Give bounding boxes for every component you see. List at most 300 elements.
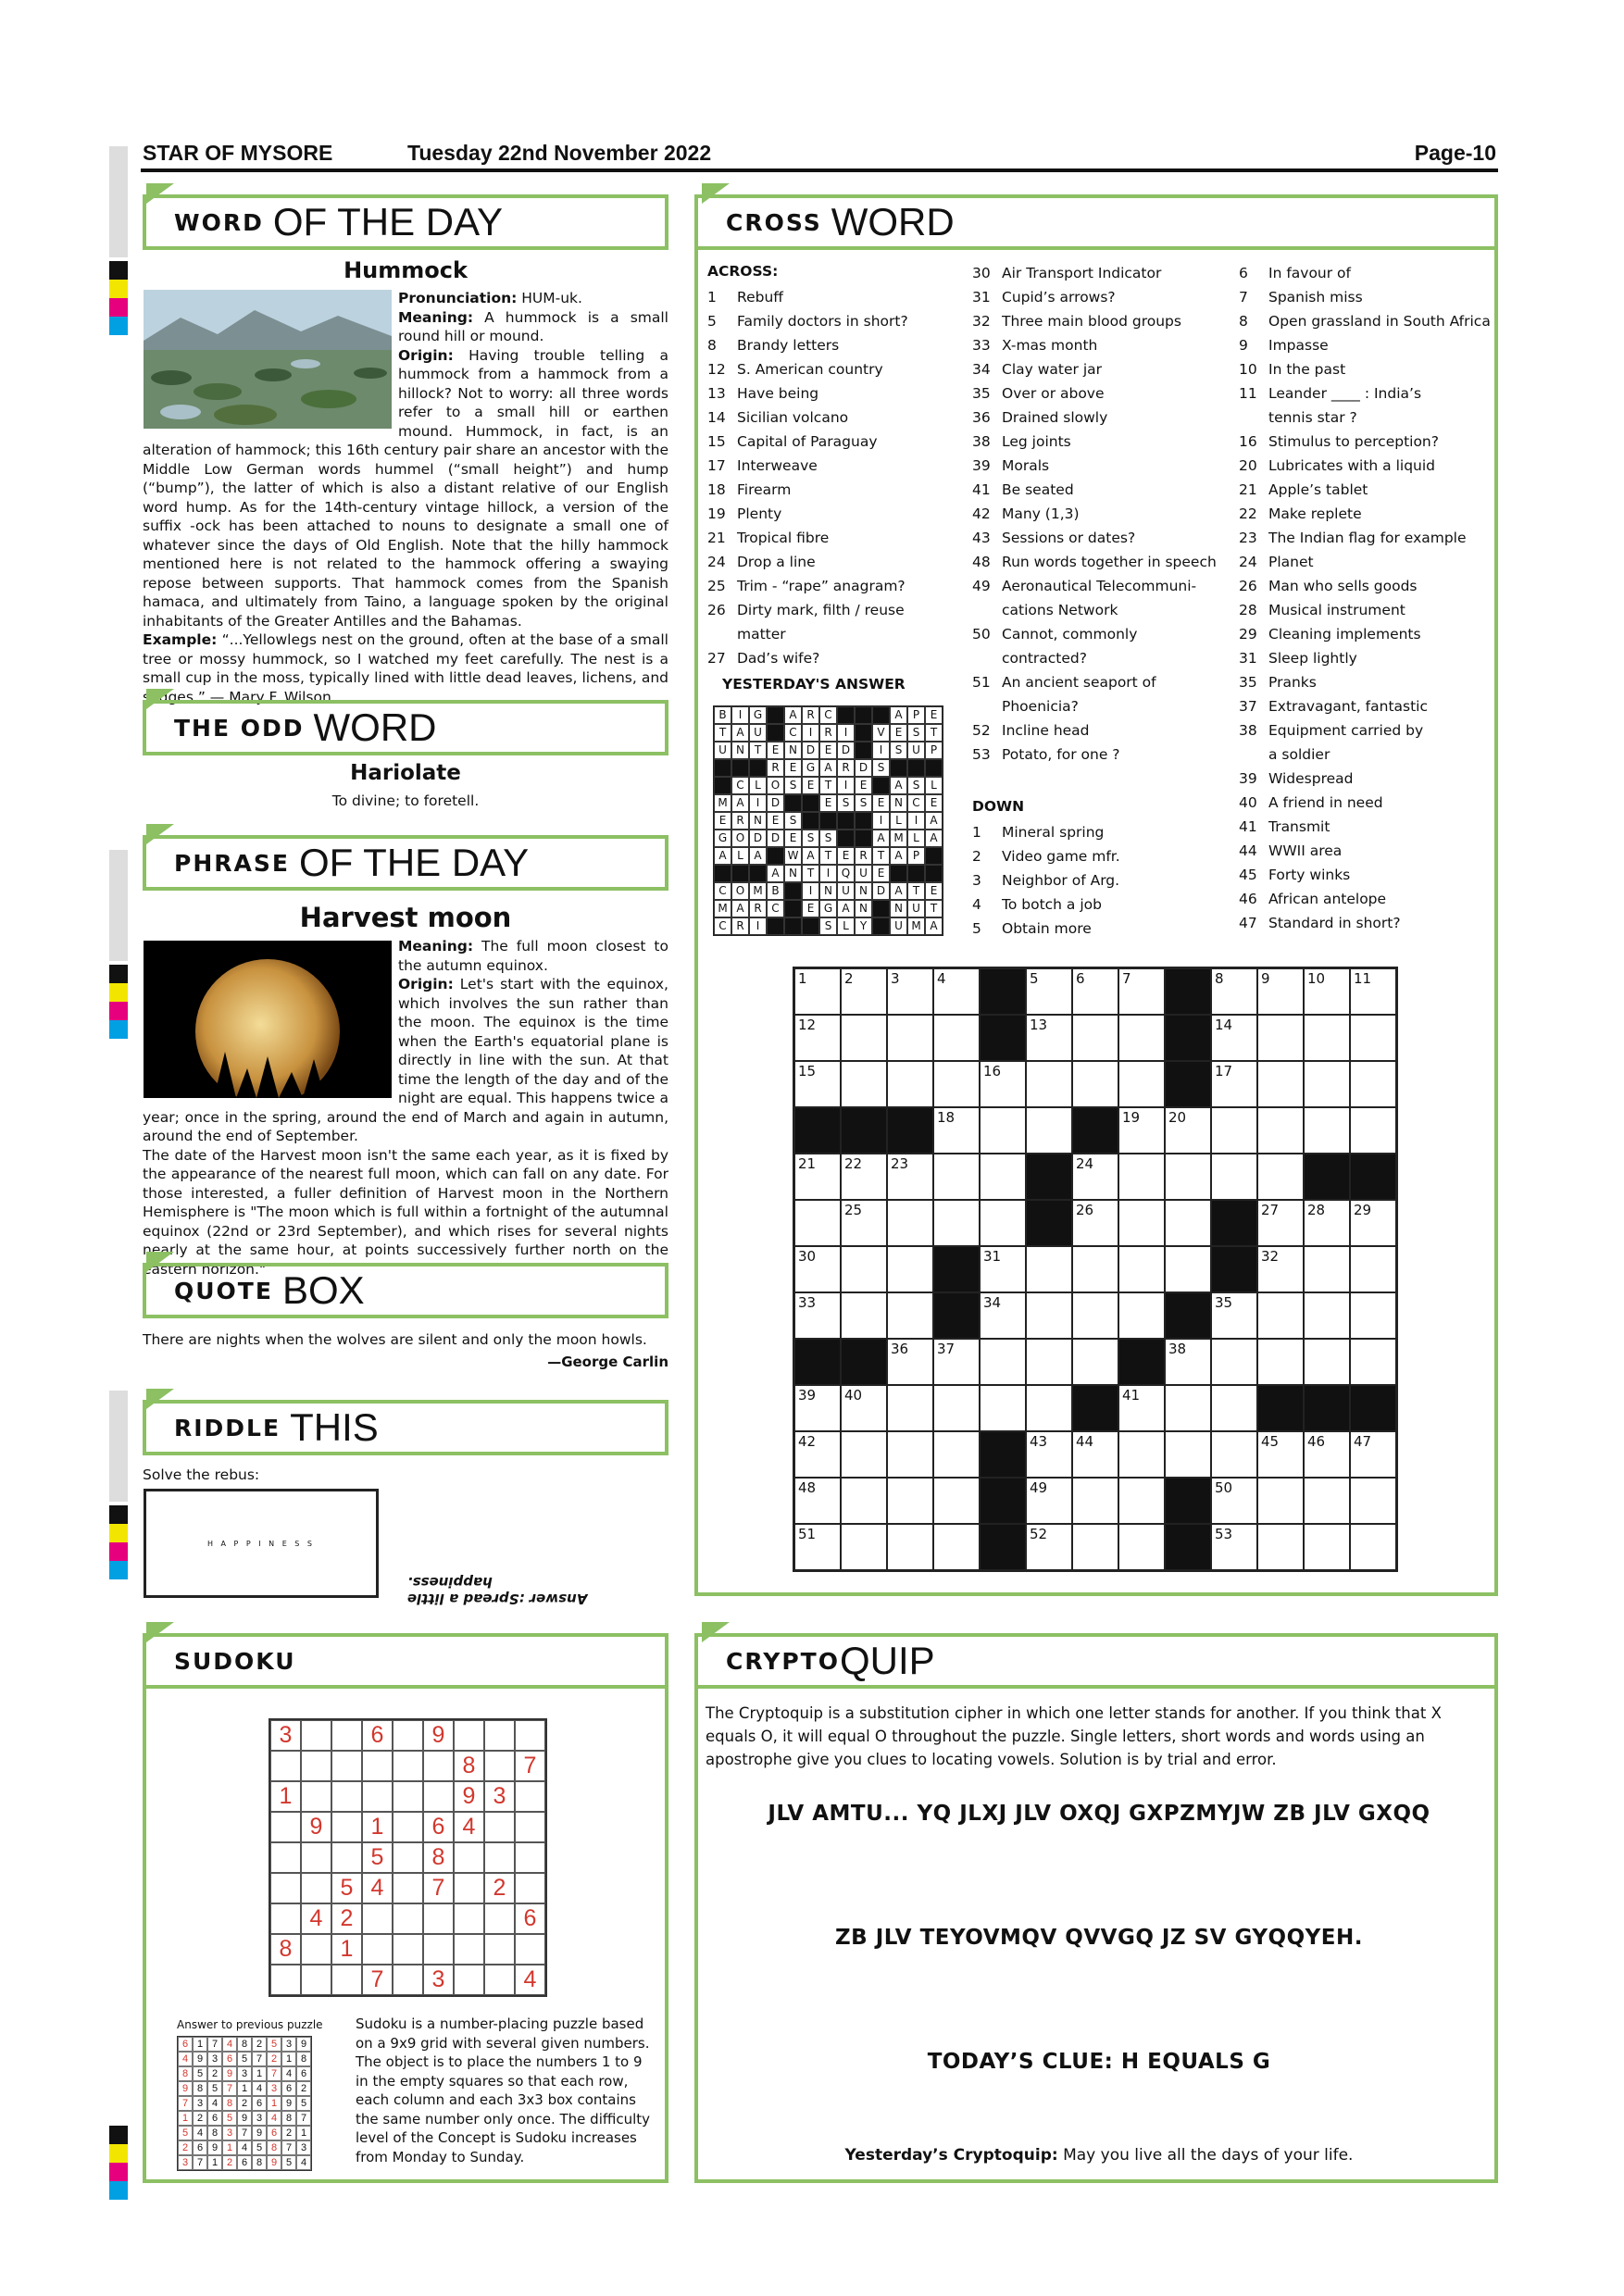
crossword-cell[interactable] [1304,1292,1350,1339]
crossword-cell[interactable] [1211,1015,1257,1061]
answer-cell: N [749,812,767,830]
crossword-cell[interactable] [980,1292,1026,1339]
answer-black-cell [784,900,802,917]
sudoku-cell[interactable] [393,1781,423,1812]
clue-number: 37 [1239,698,1257,715]
crossword-cell[interactable] [1118,1292,1165,1339]
crossword-cell[interactable] [841,1154,887,1200]
crossword-cell[interactable] [980,1339,1026,1385]
crossword-cell[interactable] [1350,1431,1396,1478]
crossword-cell[interactable] [887,1015,933,1061]
crossword-black-cell [1211,1246,1257,1292]
sudoku-cell: 7 [362,1965,393,1995]
crossword-cell[interactable] [887,1478,933,1524]
crossword-cell[interactable] [1350,968,1396,1015]
answer-cell: S [837,794,855,812]
crossword-cell[interactable] [1072,1478,1118,1524]
crossword-cell[interactable] [1118,1107,1165,1154]
crossword-cell[interactable] [1118,1200,1165,1246]
clue-number: 41 [1239,818,1257,835]
crossword-cell[interactable] [794,1154,841,1200]
crossword-cell[interactable] [1211,1339,1257,1385]
crossword-cell[interactable] [1257,968,1304,1015]
crossword-cell[interactable] [887,1061,933,1107]
answer-sudoku-cell: 6 [193,2140,207,2155]
sudoku-cell[interactable] [484,1842,515,1873]
crossword-cell[interactable] [1165,1200,1211,1246]
sudoku-cell[interactable] [423,1751,454,1781]
clue-row [1239,574,1498,598]
crossword-cell[interactable] [1026,1524,1072,1570]
crossword-cell[interactable] [1304,1246,1350,1292]
crossword-cell[interactable] [1211,1061,1257,1107]
answer-cell: S [819,917,837,935]
crossword-cell[interactable] [1350,1292,1396,1339]
crossword-cell[interactable] [1026,1478,1072,1524]
answer-cell: A [872,830,890,847]
cryptoquip-line-2: ZB JLV TEYOVMQV QVVGQ JZ SV GYQQYEH. [835,1926,1363,1950]
clue-row [1239,357,1498,381]
answer-cell: E [802,777,819,794]
crossword-cell[interactable] [1072,1246,1118,1292]
crossword-cell[interactable] [1026,1015,1072,1061]
crossword-cell[interactable] [1257,1107,1304,1154]
crossword-cell[interactable] [1257,1431,1304,1478]
sudoku-cell: 1 [331,1934,362,1965]
answer-cell: I [749,917,767,935]
sudoku-cell[interactable] [362,1903,393,1934]
sudoku-cell[interactable] [393,1842,423,1873]
answer-cell: S [855,794,872,812]
sudoku-cell[interactable] [301,1781,331,1812]
answer-cell: C [731,777,749,794]
clue-number: 24 [1239,554,1257,570]
crossword-black-cell [794,1339,841,1385]
answer-cell: N [855,882,872,900]
answer-cell: R [819,724,837,742]
crossword-cell[interactable] [887,1524,933,1570]
answer-sudoku-cell: 2 [281,2126,296,2140]
crossword-cell[interactable] [933,1431,980,1478]
crossword-cell[interactable] [1304,1339,1350,1385]
crossword-cell[interactable] [841,1246,887,1292]
crossword-cell[interactable] [1304,1107,1350,1154]
answer-sudoku-cell: 5 [178,2126,193,2140]
cell-number: 49 [1030,1479,1048,1496]
sudoku-cell[interactable] [301,1873,331,1903]
sudoku-cell[interactable] [331,1812,362,1842]
phrase-origin-text: Let's start with the equinox, which involves the sun rather than the moon. The equinox is the time when the Earth's equatorial plane is directly in line with the sun. At that time the length of the day and of the night are equal. This happens twice a year; once in the spring, around the end of March and again in autumn, around the end of September. [143,976,668,1144]
answer-cell: E [802,900,819,917]
cell-number: 52 [1030,1526,1048,1542]
crossword-cell[interactable] [1118,1385,1165,1431]
clue-row [707,502,957,526]
clue-number: 1 [707,289,717,306]
crossword-cell[interactable] [794,1200,841,1246]
crossword-cell[interactable] [1304,1524,1350,1570]
crossword-cell[interactable] [1211,1107,1257,1154]
crossword-cell[interactable] [1118,1246,1165,1292]
sudoku-cell[interactable] [423,1903,454,1934]
crossword-cell[interactable] [841,1431,887,1478]
answer-cell: A [890,882,907,900]
clue-text: Drained slowly [1002,409,1108,426]
crossword-cell[interactable] [1304,1015,1350,1061]
registration-bar [109,298,128,317]
crossword-cell[interactable] [794,1478,841,1524]
crossword-cell[interactable] [794,1385,841,1431]
crossword-cell[interactable] [1257,1524,1304,1570]
answer-sudoku-cell: 5 [267,2037,281,2052]
crossword-cell[interactable] [1072,1015,1118,1061]
sudoku-cell[interactable] [393,1934,423,1965]
crossword-cell[interactable] [841,1292,887,1339]
crossword-cell[interactable] [887,1292,933,1339]
clue-row [1239,815,1498,839]
clue-number: 34 [972,361,991,378]
crossword-black-cell [1304,1154,1350,1200]
crossword-cell[interactable] [1118,1061,1165,1107]
clue-text: An ancient seaport of [1002,674,1156,691]
clue-text: A friend in need [1268,794,1383,811]
crossword-cell[interactable] [1211,1292,1257,1339]
answer-sudoku-cell: 6 [267,2126,281,2140]
sudoku-cell[interactable] [454,1873,484,1903]
crossword-cell[interactable] [1257,1200,1304,1246]
crossword-cell[interactable] [1165,1107,1211,1154]
crossword-cell[interactable] [887,1339,933,1385]
crossword-cell[interactable] [1257,1292,1304,1339]
crossword-cell[interactable] [1304,968,1350,1015]
crossword-cell[interactable] [1072,968,1118,1015]
phrase-body [143,937,668,1279]
crossword-black-cell [1165,1061,1211,1107]
crossword-cell[interactable] [841,1478,887,1524]
clue-number [1239,742,1268,767]
sudoku-cell[interactable] [393,1873,423,1903]
crossword-cell[interactable] [1118,1478,1165,1524]
answer-cell: S [784,777,802,794]
crossword-black-cell [1304,1385,1350,1431]
answer-sudoku-cell: 6 [178,2037,193,2052]
crossword-cell[interactable] [1165,1385,1211,1431]
crossword-cell[interactable] [1072,1200,1118,1246]
clue-number: 21 [1239,481,1257,498]
crossword-cell[interactable] [1072,1339,1118,1385]
crossword-cell[interactable] [1118,1431,1165,1478]
answer-sudoku-cell: 1 [207,2155,222,2170]
crossword-cell[interactable] [1304,1200,1350,1246]
answer-sudoku-cell: 7 [193,2155,207,2170]
crossword-cell[interactable] [933,1015,980,1061]
crossword-cell[interactable] [794,1246,841,1292]
crossword-cell[interactable] [1257,1339,1304,1385]
crossword-cell[interactable] [980,1107,1026,1154]
sudoku-cell[interactable] [484,1812,515,1842]
clue-row [972,820,1231,844]
crossword-cell[interactable] [1026,1385,1072,1431]
crossword-cell[interactable] [841,1524,887,1570]
answer-black-cell [802,917,819,935]
crossword-cell[interactable] [980,1385,1026,1431]
crossword-cell[interactable] [1072,1154,1118,1200]
sudoku-cell[interactable] [301,1751,331,1781]
crossword-cell[interactable] [933,1200,980,1246]
crossword-cell[interactable] [1165,1339,1211,1385]
crossword-cell[interactable] [1350,1246,1396,1292]
crossword-cell[interactable] [933,1524,980,1570]
crossword-cell[interactable] [933,1478,980,1524]
sudoku-cell[interactable] [301,1965,331,1995]
cell-number: 48 [798,1479,817,1496]
sudoku-cell[interactable] [393,1720,423,1751]
answer-sudoku-cell: 1 [222,2140,237,2155]
crossword-cell[interactable] [887,1200,933,1246]
across-clues-2 [972,261,1231,767]
sudoku-cell[interactable] [454,1965,484,1995]
crossword-cell[interactable] [794,968,841,1015]
crossword-cell[interactable] [841,1015,887,1061]
sudoku-cell[interactable] [270,1812,301,1842]
sudoku-cell[interactable] [393,1812,423,1842]
crossword-cell[interactable] [933,1107,980,1154]
crossword-cell[interactable] [1026,968,1072,1015]
sudoku-cell[interactable] [301,1842,331,1873]
sudoku-cell[interactable] [515,1873,545,1903]
clue-text: contracted? [1002,650,1087,667]
crossword-cell[interactable] [841,1200,887,1246]
crossword-cell[interactable] [794,1015,841,1061]
crossword-cell[interactable] [841,1061,887,1107]
cell-number: 38 [1168,1341,1187,1357]
crossword-cell[interactable] [1026,1292,1072,1339]
clue-row [707,309,957,333]
sudoku-cell[interactable] [331,1751,362,1781]
crossword-cell[interactable] [794,1431,841,1478]
sudoku-cell[interactable] [393,1751,423,1781]
yesterday-title: YESTERDAY'S ANSWER [722,676,906,693]
sudoku-cell: 4 [301,1903,331,1934]
crossword-cell[interactable] [887,968,933,1015]
clue-row [972,646,1231,670]
answer-sudoku-cell: 4 [178,2052,193,2066]
crossword-cell[interactable] [887,1385,933,1431]
crossword-cell[interactable] [1211,1431,1257,1478]
crossword-cell[interactable] [1350,1339,1396,1385]
crossword-cell[interactable] [1165,1431,1211,1478]
answer-cell: E [714,812,731,830]
crossword-cell[interactable] [1026,1431,1072,1478]
sudoku-cell[interactable] [484,1903,515,1934]
crossword-cell[interactable] [887,1154,933,1200]
clue-number: 18 [707,481,726,498]
sudoku-cell[interactable] [270,1751,301,1781]
answer-cell: L [731,847,749,865]
registration-bar [109,1561,128,1579]
sudoku-cell[interactable] [393,1965,423,1995]
sudoku-answer-grid [177,2036,312,2171]
clue-number: 12 [707,361,726,378]
answer-sudoku-cell: 3 [296,2140,311,2155]
yesterday-quip-label: Yesterday’s Cryptoquip: [844,2146,1058,2165]
answer-sudoku-cell: 6 [237,2155,252,2170]
crossword-cell[interactable] [1350,1107,1396,1154]
crossword-cell[interactable] [1304,1431,1350,1478]
crossword-cell[interactable] [1072,1431,1118,1478]
sudoku-cell[interactable] [454,1903,484,1934]
crossword-cell[interactable] [980,1200,1026,1246]
crossword-cell[interactable] [1257,1246,1304,1292]
crossword-cell[interactable] [933,1154,980,1200]
sudoku-cell[interactable] [484,1751,515,1781]
answer-black-cell [907,759,925,777]
sudoku-cell[interactable] [515,1720,545,1751]
crossword-cell[interactable] [1211,1478,1257,1524]
sudoku-cell[interactable] [454,1720,484,1751]
sudoku-cell[interactable] [331,1781,362,1812]
crossword-cell[interactable] [1026,1339,1072,1385]
crossword-cell[interactable] [933,968,980,1015]
answer-sudoku-cell: 9 [207,2140,222,2155]
sudoku-cell: 6 [362,1720,393,1751]
clue-text: Pranks [1268,674,1317,691]
sudoku-cell[interactable] [331,1965,362,1995]
crossword-cell[interactable] [1257,1061,1304,1107]
crossword-cell[interactable] [933,1385,980,1431]
crossword-cell[interactable] [1026,1061,1072,1107]
answer-cell: B [714,706,731,724]
sudoku-cell[interactable] [515,1934,545,1965]
answer-sudoku-cell: 3 [267,2081,281,2096]
clue-text: Forty winks [1268,867,1351,883]
cell-number: 18 [937,1109,956,1126]
crossword-cell[interactable] [841,1385,887,1431]
sudoku-cell[interactable] [423,1934,454,1965]
crossword-cell[interactable] [1026,1107,1072,1154]
cell-number: 11 [1354,970,1372,987]
sudoku-cell[interactable] [270,1842,301,1873]
crossword-cell[interactable] [1118,1154,1165,1200]
wotd-title-small: WORD [174,208,264,236]
cell-number: 9 [1261,970,1270,987]
yesterday-quip-text: May you live all the days of your life. [1063,2146,1354,2165]
crossword-cell[interactable] [1026,1246,1072,1292]
answer-sudoku-cell: 5 [222,2111,237,2126]
crossword-cell[interactable] [794,1061,841,1107]
crossword-cell[interactable] [1304,1061,1350,1107]
crossword-cell[interactable] [794,1292,841,1339]
clue-text: Aeronautical Telecommuni- [1002,578,1197,594]
crossword-cell[interactable] [1118,1015,1165,1061]
crossword-black-cell [1211,1200,1257,1246]
sudoku-cell[interactable] [362,1751,393,1781]
crossword-cell[interactable] [1350,1061,1396,1107]
crossword-cell[interactable] [933,1339,980,1385]
sudoku-cell[interactable] [484,1965,515,1995]
sudoku-cell[interactable] [454,1934,484,1965]
cell-number: 5 [1030,970,1039,987]
crossword-cell[interactable] [1350,1200,1396,1246]
crossword-cell[interactable] [980,1154,1026,1200]
crossword-cell[interactable] [980,1061,1026,1107]
crossword-cell[interactable] [1072,1061,1118,1107]
sudoku-cell[interactable] [331,1720,362,1751]
crossword-cell[interactable] [1072,1524,1118,1570]
crossword-cell[interactable] [1350,1524,1396,1570]
crossword-cell[interactable] [1165,1246,1211,1292]
crossword-cell[interactable] [933,1061,980,1107]
crossword-cell[interactable] [1350,1015,1396,1061]
clue-number: 28 [1239,602,1257,618]
sudoku-cell: 2 [331,1903,362,1934]
crossword-cell[interactable] [1072,1292,1118,1339]
crossword-cell[interactable] [1257,1478,1304,1524]
answer-cell: Q [837,865,855,882]
crossword-cell[interactable] [887,1431,933,1478]
crossword-cell[interactable] [887,1246,933,1292]
sudoku-cell[interactable] [484,1934,515,1965]
crossword-black-cell [1026,1154,1072,1200]
crossword-cell[interactable] [1257,1015,1304,1061]
sudoku-cell[interactable] [484,1720,515,1751]
answer-black-cell [819,812,837,830]
crossword-cell[interactable] [1165,1154,1211,1200]
crossword-cell[interactable] [1118,1524,1165,1570]
crossword-cell[interactable] [980,1246,1026,1292]
answer-sudoku-cell: 2 [237,2096,252,2111]
answer-cell: E [767,742,784,759]
answer-cell: I [731,706,749,724]
clue-row [1239,598,1498,622]
sudoku-cell[interactable] [362,1781,393,1812]
crossword-cell[interactable] [1211,968,1257,1015]
sudoku-cell[interactable] [393,1903,423,1934]
crossword-cell[interactable] [1350,1478,1396,1524]
crossword-cell[interactable] [794,1524,841,1570]
crossword-cell[interactable] [1257,1154,1304,1200]
sudoku-cell[interactable] [515,1842,545,1873]
sudoku-cell[interactable] [515,1812,545,1842]
clue-number: 5 [707,313,717,330]
answer-cell: V [872,724,890,742]
clue-text: S. American country [737,361,883,378]
sudoku-cell[interactable] [515,1781,545,1812]
sudoku-cell[interactable] [270,1903,301,1934]
answer-sudoku-cell: 7 [296,2111,311,2126]
crossword-cell[interactable] [1211,1385,1257,1431]
crossword-cell[interactable] [1118,968,1165,1015]
answer-black-cell [855,830,872,847]
sudoku-cell[interactable] [301,1720,331,1751]
sudoku-cell[interactable] [270,1965,301,1995]
sudoku-cell[interactable] [301,1934,331,1965]
clue-text: Sicilian volcano [737,409,849,426]
sudoku-cell[interactable] [454,1842,484,1873]
clue-text: Equipment carried by [1268,722,1424,739]
clue-row [1239,261,1498,285]
sudoku-title: SUDOKU [174,1647,296,1675]
crossword-cell[interactable] [1304,1478,1350,1524]
crossword-cell[interactable] [841,968,887,1015]
sudoku-cell[interactable] [331,1842,362,1873]
cell-number: 10 [1307,970,1326,987]
registration-bar [109,1020,128,1039]
crossword-cell[interactable] [1211,1524,1257,1570]
crossword-cell[interactable] [1211,1154,1257,1200]
sudoku-cell[interactable] [270,1873,301,1903]
sudoku-cell[interactable] [362,1934,393,1965]
sudoku-cell[interactable] [423,1781,454,1812]
